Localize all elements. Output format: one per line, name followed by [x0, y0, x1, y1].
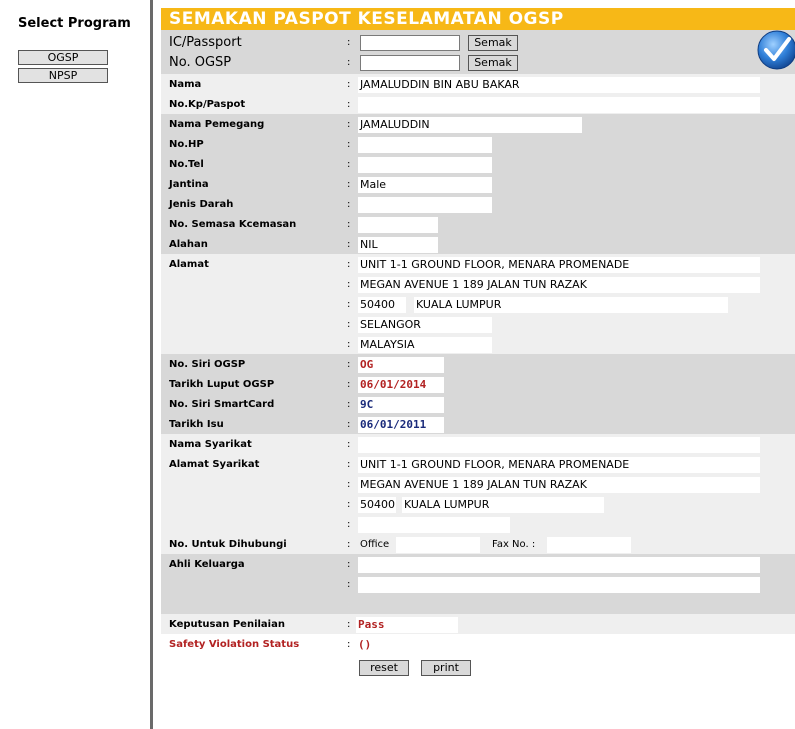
colon: : — [347, 559, 351, 570]
alamat-syarikat-row-3 — [161, 495, 795, 515]
nokp-value — [358, 97, 760, 113]
jantina-label: Jantina — [169, 179, 209, 190]
colon: : — [347, 619, 351, 630]
keputusan-label: Keputusan Penilaian — [169, 619, 285, 630]
colon: : — [347, 539, 351, 550]
main-panel — [161, 0, 795, 729]
ahli-row-2 — [161, 575, 795, 595]
syarikat-line-2: MEGAN AVENUE 1 189 JALAN TUN RAZAK — [358, 477, 760, 493]
ogsp-number-row — [161, 53, 795, 73]
alamat-postcode: 50400 — [358, 297, 406, 313]
pemegang-label: Nama Pemegang — [169, 119, 265, 130]
ogsp-program-button[interactable]: OGSP — [18, 50, 108, 65]
pemegang-row — [161, 115, 795, 135]
colon: : — [347, 339, 351, 350]
notel-label: No.Tel — [169, 159, 204, 170]
colon: : — [347, 179, 351, 190]
alamat-country: MALAYSIA — [358, 337, 492, 353]
luput-value: 06/01/2014 — [358, 377, 444, 393]
colon: : — [347, 499, 351, 510]
check-mark-icon — [757, 30, 795, 70]
ahli-row-1 — [161, 555, 795, 575]
keputusan-value: Pass — [356, 617, 458, 633]
colon: : — [347, 99, 351, 110]
alamat-row-4 — [161, 315, 795, 335]
ic-passport-input[interactable] — [360, 35, 460, 51]
syarikat-postcode: 50400 — [360, 498, 395, 511]
alamat-syarikat-row-2 — [161, 475, 795, 495]
smartcard-value: 9C — [358, 397, 444, 413]
colon: : — [347, 579, 351, 590]
nokp-row — [161, 95, 795, 115]
page-title: SEMAKAN PASPOT KESELAMATAN OGSP — [169, 9, 564, 29]
sidebar — [0, 0, 150, 729]
colon: : — [347, 239, 351, 250]
ic-passport-label: IC/Passport — [169, 35, 242, 50]
smartcard-row — [161, 395, 795, 415]
colon: : — [347, 519, 351, 530]
nama-value: JAMALUDDIN BIN ABU BAKAR — [358, 77, 760, 93]
colon: : — [347, 399, 351, 410]
dihubungi-label: No. Untuk Dihubungi — [169, 539, 287, 550]
isu-value: 06/01/2011 — [358, 417, 444, 433]
syarikat-line-1: UNIT 1-1 GROUND FLOOR, MENARA PROMENADE — [358, 457, 760, 473]
colon: : — [347, 319, 351, 330]
fax-value — [547, 537, 631, 553]
kecemasan-value — [358, 217, 438, 233]
print-button[interactable]: print — [421, 660, 471, 676]
nama-label: Nama — [169, 79, 202, 90]
notel-value — [358, 157, 492, 173]
alahan-value: NIL — [358, 237, 438, 253]
sidebar-divider — [150, 0, 153, 729]
siri-ogsp-label: No. Siri OGSP — [169, 359, 246, 370]
semak-ic-button[interactable]: Semak — [468, 35, 518, 51]
violation-row — [161, 635, 795, 655]
alamat-row-3 — [161, 295, 795, 315]
alamat-line-2: MEGAN AVENUE 1 189 JALAN TUN RAZAK — [358, 277, 760, 293]
violation-value: () — [356, 637, 776, 653]
luput-row — [161, 375, 795, 395]
colon: : — [347, 419, 351, 430]
nokp-label: No.Kp/Paspot — [169, 99, 246, 110]
syarikat-row — [161, 435, 795, 455]
colon: : — [347, 159, 351, 170]
ahli-line-1 — [358, 557, 760, 573]
reset-button[interactable]: reset — [359, 660, 409, 676]
colon: : — [347, 639, 351, 650]
alahan-row — [161, 235, 795, 255]
syarikat-label: Nama Syarikat — [169, 439, 252, 450]
ahli-line-2 — [358, 577, 760, 593]
siri-ogsp-row — [161, 355, 795, 375]
isu-row — [161, 415, 795, 435]
office-value — [396, 537, 480, 553]
jantina-row — [161, 175, 795, 195]
colon: : — [347, 359, 351, 370]
colon: : — [347, 79, 351, 90]
alamat-line-1: UNIT 1-1 GROUND FLOOR, MENARA PROMENADE — [358, 257, 760, 273]
alamat-city: KUALA LUMPUR — [414, 297, 728, 313]
colon: : — [347, 479, 351, 490]
pemegang-value: JAMALUDDIN — [358, 117, 582, 133]
office-label: Office — [360, 539, 390, 550]
nama-row — [161, 75, 795, 95]
luput-label: Tarikh Luput OGSP — [169, 379, 275, 390]
siri-ogsp-value: OG — [358, 357, 444, 373]
colon: : — [347, 199, 351, 210]
alamat-syarikat-label: Alamat Syarikat — [169, 459, 260, 470]
kecemasan-row — [161, 215, 795, 235]
nohp-row — [161, 135, 795, 155]
npsp-program-button[interactable]: NPSP — [18, 68, 108, 83]
syarikat-city: KUALA LUMPUR — [402, 497, 604, 513]
sidebar-title: Select Program — [18, 16, 131, 31]
smartcard-label: No. Siri SmartCard — [169, 399, 275, 410]
alamat-syarikat-row-4 — [161, 515, 795, 535]
nohp-label: No.HP — [169, 139, 204, 150]
colon: : — [347, 259, 351, 270]
isu-label: Tarikh Isu — [169, 419, 224, 430]
nohp-value — [358, 137, 492, 153]
ogsp-number-input[interactable] — [360, 55, 460, 71]
darah-value — [358, 197, 492, 213]
alamat-row-2 — [161, 275, 795, 295]
darah-row — [161, 195, 795, 215]
alamat-state: SELANGOR — [358, 317, 492, 333]
alamat-syarikat-row-1 — [161, 455, 795, 475]
alamat-label: Alamat — [169, 259, 209, 270]
kecemasan-label: No. Semasa Kcemasan — [169, 219, 297, 230]
alamat-row-5 — [161, 335, 795, 355]
notel-row — [161, 155, 795, 175]
colon: : — [347, 279, 351, 290]
colon: : — [347, 299, 351, 310]
colon: : — [347, 57, 351, 68]
colon: : — [347, 459, 351, 470]
ic-passport-row — [161, 33, 795, 53]
ahli-label: Ahli Keluarga — [169, 559, 245, 570]
fax-label: Fax No. : — [492, 539, 536, 550]
colon: : — [347, 219, 351, 230]
colon: : — [347, 439, 351, 450]
dihubungi-row — [161, 535, 795, 555]
colon: : — [347, 139, 351, 150]
syarikat-value — [358, 437, 760, 453]
colon: : — [347, 379, 351, 390]
darah-label: Jenis Darah — [169, 199, 234, 210]
ogsp-number-label: No. OGSP — [169, 55, 232, 70]
title-bar — [161, 8, 795, 30]
violation-label: Safety Violation Status — [169, 639, 300, 650]
semak-ogsp-button[interactable]: Semak — [468, 55, 518, 71]
jantina-value: Male — [358, 177, 492, 193]
alahan-label: Alahan — [169, 239, 208, 250]
colon: : — [347, 119, 351, 130]
syarikat-line-4 — [358, 517, 510, 533]
keputusan-row — [161, 615, 795, 635]
colon: : — [347, 37, 351, 48]
alamat-row-1 — [161, 255, 795, 275]
